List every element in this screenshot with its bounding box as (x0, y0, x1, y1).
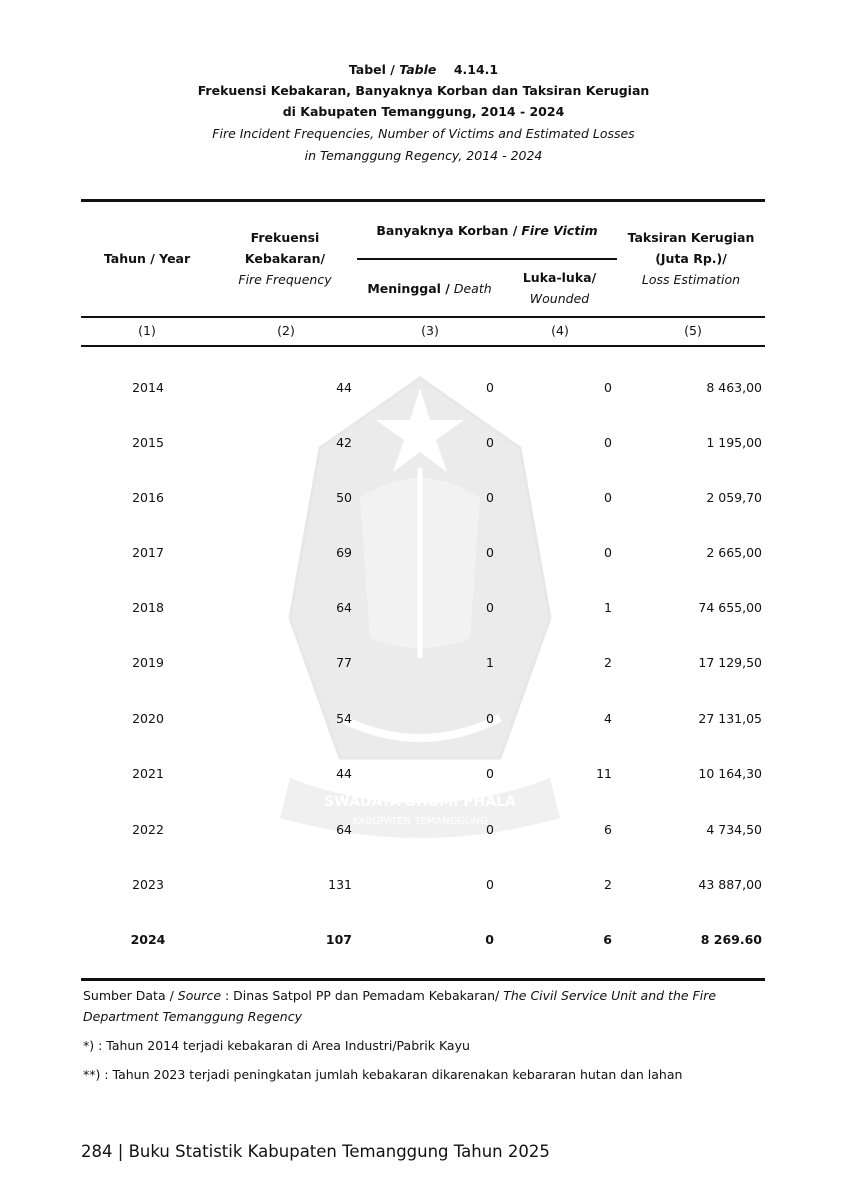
cell-year: 2015 (132, 435, 164, 450)
cell-year: 2016 (132, 490, 164, 505)
cell-loss: 2 059,70 (706, 490, 762, 505)
table-number: 4.14.1 (453, 62, 499, 77)
page-number: 284 (81, 1142, 113, 1161)
colnum-2: (2) (277, 323, 295, 338)
cell-wounded: 2 (604, 877, 612, 892)
header-death-en: Death (453, 281, 492, 296)
cell-loss: 1 195,00 (706, 435, 762, 450)
page-footer (81, 1142, 550, 1161)
cell-year: 2018 (132, 600, 164, 615)
cell-frequency: 44 (336, 766, 352, 781)
footnote-1: *) : Tahun 2014 terjadi kebakaran di Area Industri/Pabrik Kayu (83, 1038, 470, 1053)
cell-wounded: 1 (604, 600, 612, 615)
cell-year: 2020 (132, 711, 164, 726)
table-row (81, 490, 765, 510)
table-bottom-rule (81, 978, 765, 981)
cell-death: 0 (486, 877, 494, 892)
header-loss-en: Loss Estimation (641, 272, 741, 287)
header-victims-en: Fire Victim (521, 223, 598, 238)
colnum-5: (5) (684, 323, 702, 338)
footer-separator: | (112, 1142, 129, 1161)
cell-wounded: 0 (604, 490, 612, 505)
header-loss-id-1: Taksiran Kerugian (627, 230, 755, 245)
table-row-total-2024 (81, 932, 765, 952)
header-wounded-id: Luka-luka/ (522, 270, 597, 285)
header-year (81, 248, 213, 269)
table-row (81, 822, 765, 842)
cell-loss: 10 164,30 (698, 766, 762, 781)
source-note (83, 985, 763, 1027)
header-loss (617, 227, 765, 290)
header-freq-id-1: Frekuensi (250, 230, 320, 245)
table-title-block (0, 60, 847, 166)
cell-death: 0 (486, 766, 494, 781)
cell-death: 0 (486, 380, 494, 395)
cell-wounded: 0 (604, 545, 612, 560)
cell-year: 2022 (132, 822, 164, 837)
cell-loss: 43 887,00 (698, 877, 762, 892)
cell-frequency: 44 (336, 380, 352, 395)
table-label-en: Table (399, 62, 437, 77)
table-row (81, 711, 765, 731)
cell-wounded: 0 (604, 435, 612, 450)
table-top-rule (81, 199, 765, 202)
header-loss-id-2: (Juta Rp.)/ (655, 251, 727, 266)
source-en-line-1: The Civil Service Unit and the Fire (503, 988, 717, 1003)
header-wounded-en: Wounded (529, 291, 590, 306)
cell-wounded: 11 (596, 766, 612, 781)
source-label-id: Sumber Data / (83, 988, 174, 1003)
header-frequency (213, 227, 357, 290)
cell-death: 1 (486, 655, 494, 670)
colnum-3: (3) (421, 323, 439, 338)
title-id-line-2: di Kabupaten Temanggung, 2014 - 2024 (282, 104, 565, 119)
cell-frequency: 64 (336, 600, 352, 615)
cell-year: 2023 (132, 877, 164, 892)
cell-frequency: 64 (336, 822, 352, 837)
cell-loss: 17 129,50 (698, 655, 762, 670)
header-rule (81, 316, 765, 318)
table-row (81, 655, 765, 675)
cell-year: 2019 (132, 655, 164, 670)
cell-death: 0 (486, 490, 494, 505)
header-death (357, 278, 502, 299)
cell-frequency: 107 (325, 932, 352, 947)
cell-wounded: 2 (604, 655, 612, 670)
cell-loss: 8 463,00 (706, 380, 762, 395)
table-row (81, 766, 765, 786)
watermark-text-2: KABUPATEN TEMANGGUNG (352, 816, 488, 827)
source-label-en: Source (177, 988, 222, 1003)
cell-loss: 74 655,00 (698, 600, 762, 615)
cell-death: 0 (486, 545, 494, 560)
cell-frequency: 77 (336, 655, 352, 670)
header-victims-id: Banyaknya Korban / (376, 223, 518, 238)
cell-death: 0 (486, 435, 494, 450)
header-freq-en: Fire Frequency (238, 272, 332, 287)
book-title: Buku Statistik Kabupaten Temanggung Tahun 2025 (128, 1142, 550, 1161)
victim-subheader-rule (357, 258, 617, 260)
title-en-line-1: Fire Incident Frequencies, Number of Victims and Estimated Losses (212, 126, 635, 141)
cell-year: 2024 (130, 932, 166, 947)
header-victims (357, 220, 617, 241)
footnote-2: **) : Tahun 2023 terjadi peningkatan jumlah kebakaran dikarenakan kebararan hutan dan lahan (83, 1067, 683, 1082)
cell-wounded: 6 (603, 932, 612, 947)
table-label-id: Tabel (348, 62, 386, 77)
cell-loss: 27 131,05 (698, 711, 762, 726)
cell-frequency: 50 (336, 490, 352, 505)
cell-death: 0 (486, 600, 494, 615)
cell-loss: 4 734,50 (706, 822, 762, 837)
cell-death: 0 (485, 932, 494, 947)
table-row (81, 435, 765, 455)
source-text: : Dinas Satpol PP dan Pemadam Kebakaran/ (221, 988, 504, 1003)
watermark-text-1: SWADAYA BHUMI PHALA (324, 794, 516, 810)
title-en-line-2: in Temanggung Regency, 2014 - 2024 (304, 148, 543, 163)
colnum-4: (4) (551, 323, 569, 338)
colnum-rule (81, 345, 765, 347)
table-row (81, 877, 765, 897)
cell-wounded: 4 (604, 711, 612, 726)
cell-year: 2021 (132, 766, 164, 781)
header-freq-id-2: Kebakaran/ (244, 251, 326, 266)
cell-year: 2014 (132, 380, 164, 395)
cell-frequency: 69 (336, 545, 352, 560)
cell-frequency: 42 (336, 435, 352, 450)
cell-frequency: 131 (328, 877, 352, 892)
table-row (81, 545, 765, 565)
table-row (81, 380, 765, 400)
table-label: Tabel / Table 4.14.1 (348, 62, 499, 77)
cell-wounded: 0 (604, 380, 612, 395)
colnum-1: (1) (138, 323, 156, 338)
source-en-line-2: Department Temanggung Regency (83, 1009, 302, 1024)
cell-wounded: 6 (604, 822, 612, 837)
cell-year: 2017 (132, 545, 164, 560)
cell-loss: 8 269.60 (700, 932, 762, 947)
header-death-id: Meninggal / (367, 281, 450, 296)
cell-loss: 2 665,00 (706, 545, 762, 560)
cell-frequency: 54 (336, 711, 352, 726)
cell-death: 0 (486, 711, 494, 726)
table-row (81, 600, 765, 620)
cell-death: 0 (486, 822, 494, 837)
header-year-text: Tahun / Year (103, 251, 191, 266)
title-id-line-1: Frekuensi Kebakaran, Banyaknya Korban dan Taksiran Kerugian (197, 83, 650, 98)
header-wounded (502, 267, 617, 309)
